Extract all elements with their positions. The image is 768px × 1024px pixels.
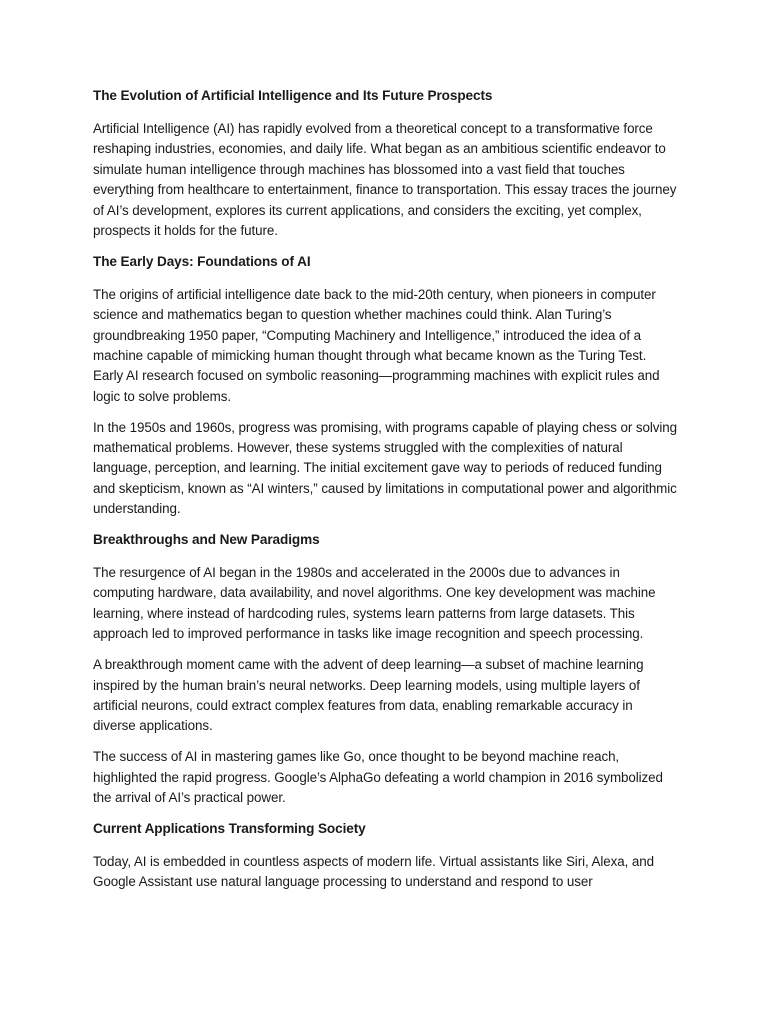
- section-breakthroughs: [93, 530, 678, 808]
- section-heading: Breakthroughs and New Paradigms: [93, 532, 320, 548]
- paragraph: The origins of artificial intelligence date back to the mid-20th century, when pioneers in computer science and mathematics began to question whether machines could think. Alan Turing’s groundbreaking 1950 paper, “Computing Machinery and Intelligence,” introduced the idea of a machine capable of mimicking human thought through what became known as the Turing Test. Early AI research focused on symbolic reasoning—programming machines with explicit rules and logic to solve problems.: [93, 286, 660, 404]
- section-heading: Current Applications Transforming Society: [93, 820, 366, 836]
- section-current-applications: [93, 819, 678, 893]
- section-heading: The Early Days: Foundations of AI: [93, 253, 311, 269]
- paragraph: The success of AI in mastering games like Go, once thought to be beyond machine reach, highlighted the rapid progress. Google’s AlphaGo defeating a world champion in 2016 symbolized the arrival of AI’s practical power.: [93, 749, 663, 805]
- section-early-days: [93, 252, 678, 520]
- intro-paragraph: Artificial Intelligence (AI) has rapidly evolved from a theoretical concept to a transformative force reshaping industries, economies, and daily life. What began as an ambitious scientific endeavor to simulate human intelligence through machines has blossomed into a vast field that touches everything from healthcare to entertainment, finance to transportation. This essay traces the journey of AI’s development, explores its current applications, and considers the exciting, yet complex, prospects it holds for the future.: [93, 121, 677, 239]
- paragraph: The resurgence of AI began in the 1980s and accelerated in the 2000s due to advances in computing hardware, data availability, and novel algorithms. One key development was machine learning, where instead of hardcoding rules, systems learn patterns from large datasets. This approach led to improved performance in tasks like image recognition and speech processing.: [93, 565, 656, 642]
- document-page: [93, 86, 678, 903]
- paragraph: A breakthrough moment came with the advent of deep learning—a subset of machine learning inspired by the human brain’s neural networks. Deep learning models, using multiple layers of artificial neurons, could extract complex features from data, enabling remarkable accuracy in diverse applications.: [93, 657, 644, 734]
- document-title: The Evolution of Artificial Intelligence and Its Future Prospects: [93, 88, 493, 103]
- paragraph: Today, AI is embedded in countless aspects of modern life. Virtual assistants like Siri, Alexa, and Google Assistant use natural language processing to understand and respond to user: [93, 853, 654, 890]
- paragraph: In the 1950s and 1960s, progress was promising, with programs capable of playing chess or solving mathematical problems. However, these systems struggled with the complexities of natural language, perception, and learning. The initial excitement gave way to periods of reduced funding and skepticism, known as “AI winters,” caused by limitations in computational power and algorithmic understanding.: [93, 419, 677, 517]
